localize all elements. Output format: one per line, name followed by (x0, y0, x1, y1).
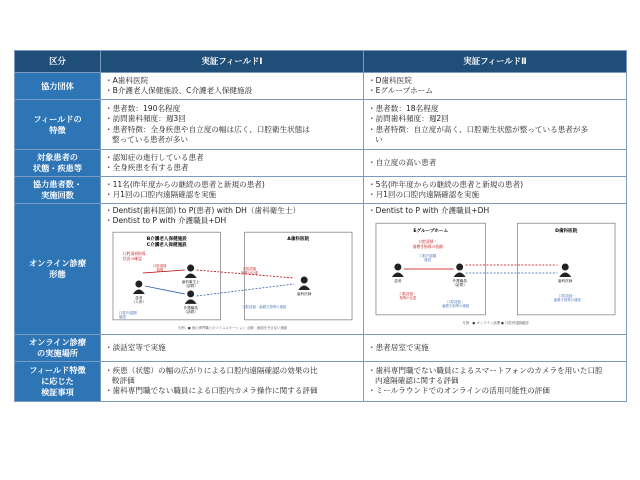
arrow-label: 指導の伝達 (240, 271, 258, 276)
list-item: ・訪問歯科頻度：週2回 (368, 114, 449, 124)
cell-field1-verification (101, 361, 364, 401)
diagram-caption: 凡例：● 他の専門職とのコミュニケーション 点線：画面を介さない連絡 (177, 325, 288, 330)
arrow-label: 口腔清掃・歯磨き指導の連絡 (242, 304, 287, 309)
list-item: ・月1回の口腔内遠隔確認を実施 (105, 190, 217, 199)
label-remote-1: 口腔内遠隔 (118, 310, 137, 315)
label-mid-1: 口腔内遠隔 (419, 254, 437, 259)
field1-diagram (105, 228, 359, 332)
label-dentist: 歯科医師 (558, 278, 573, 283)
label-top-2: 状況の確認 (122, 256, 142, 262)
row-header-verification: フィールド特徴 に応じた 検証事項 (15, 361, 101, 401)
cell-field1-format (101, 204, 364, 335)
table-row (15, 100, 627, 150)
list-item: ・歯科専門職でない職員による口腔内カメラ操作に関する評価 (105, 386, 318, 396)
header-category: 区分 (15, 51, 101, 73)
header-field-1: 実証フィールドⅠ (101, 51, 364, 73)
cell-field1-partners (101, 73, 364, 100)
list-item: ・患者居室で実施 (368, 342, 429, 352)
list-item: ・B介護老人保健施設、C介護老人保健施設 (105, 86, 253, 95)
table-row (15, 150, 627, 177)
cell-field1-counts (101, 177, 364, 204)
field2-diagram (368, 218, 622, 330)
list-item: ・全身疾患を有する患者 (105, 163, 189, 172)
list-item: ・患者数：18名程度 (368, 104, 439, 114)
table-row (15, 335, 627, 362)
label-care: 介護職員 (183, 305, 198, 310)
label-top-1: 口腔清掃指導 (122, 251, 146, 257)
list-item: ・Dentist(歯科医師) to P(患者) with DH（歯科衛生士） (105, 206, 301, 215)
arrow-label: 指導 (156, 268, 164, 273)
arrow-label: 指導の伝達 (399, 295, 417, 300)
list-item: ・患者特徴：自立度が高く、口腔衛生状態が整っている患者が多 (368, 124, 589, 134)
facility-title: Eグループホーム (413, 229, 449, 235)
cell-field2-conditions (364, 150, 627, 177)
cell-field2-location (364, 335, 627, 362)
header-field-2: 実証フィールドⅡ (364, 51, 627, 73)
label-dentist: 歯科医師 (297, 291, 312, 296)
arrow-label: 口腔清掃・ (558, 293, 576, 298)
label-hygienist: 歯科衛生士 (181, 280, 200, 285)
label-patient: 患者 (135, 295, 143, 300)
list-item: ・患者特徴：全身疾患や自立度の幅は広く、口腔衛生状態は (105, 124, 310, 134)
cell-field2-features (364, 100, 627, 150)
list-item: い (375, 134, 383, 144)
table-header-row (15, 51, 627, 73)
list-item: 整っている患者が多い (112, 134, 188, 144)
arrow-label: 口腔清掃 (153, 264, 167, 269)
label-remote-2: 確認 (118, 314, 127, 319)
list-item: ・Dentist to P with 介護職員+DH (105, 216, 227, 226)
list-item: 較評価 (112, 376, 135, 386)
row-header-location: オンライン診療 の実施場所 (15, 335, 101, 362)
list-item: ・D歯科医院 (368, 75, 412, 85)
table-row (15, 204, 627, 335)
list-item: ・認知症の進行している患者 (105, 152, 204, 162)
list-item: ・Dentist to P with 介護職員+DH (368, 206, 490, 215)
list-item: ・11名(昨年度からの継続の患者と新規の患者) (105, 179, 265, 189)
cell-field1-conditions (101, 150, 364, 177)
cell-field2-format (364, 204, 627, 335)
label-care-2: （訪問） (183, 309, 198, 314)
facility-title-2: C介護老人保健施設 (146, 243, 187, 249)
diagram-caption: 凡例：● オンライン診療 ● 口腔内遠隔確認 (462, 320, 529, 325)
cell-field2-verification (364, 361, 627, 401)
label-top-1: 口腔清掃・ (418, 239, 438, 245)
table-row (15, 177, 627, 204)
facility-title-1: B介護老人保健施設 (146, 237, 187, 243)
table-row (15, 73, 627, 100)
row-header-counts: 協力患者数・ 実施回数 (15, 177, 101, 204)
label-mid-2: 確認 (424, 258, 432, 263)
list-item: ・月1回の口腔内遠隔確認を実施 (368, 190, 480, 199)
table-row (15, 361, 627, 401)
comparison-table (14, 50, 627, 402)
list-item: ・疾患（状態）の幅の広がりによる口腔内遠隔確認の効果の比 (105, 366, 318, 376)
row-header-format: オンライン診療 形態 (15, 204, 101, 335)
cell-field2-counts (364, 177, 627, 204)
clinic-title: A歯科医院 (287, 237, 310, 243)
row-header-features: フィールドの 特徴 (15, 100, 101, 150)
list-item: ・歯科専門職でない職員によるスマートフォンのカメラを用いた口腔 (368, 366, 603, 376)
label-hygienist-2: （訪問） (183, 284, 198, 289)
arrow-label: 口腔清掃 (242, 267, 257, 272)
row-header-partners: 協力団体 (15, 73, 101, 100)
cell-field1-features (101, 100, 364, 150)
clinic-title: D歯科医院 (555, 229, 578, 235)
list-item: ・ミールラウンドでのオンラインの活用可能性の評価 (368, 386, 550, 396)
list-item: 内遠隔確認に関する評価 (375, 376, 459, 386)
arrow-label: 歯磨き指導の連絡 (442, 303, 470, 308)
cell-field2-partners (364, 73, 627, 100)
list-item: ・談話室等で実施 (105, 342, 166, 352)
label-care: 介護職員 (452, 278, 467, 283)
list-item: ・Eグループホーム (368, 86, 433, 95)
label-top-2: 歯磨き指導の依頼 (412, 244, 443, 250)
label-care-2: （訪問） (452, 282, 467, 287)
list-item: ・自立度の高い患者 (368, 157, 437, 167)
cell-field1-location (101, 335, 364, 362)
label-patient: 患者 (394, 278, 402, 283)
row-header-conditions: 対象患者の 状態・疾患等 (15, 150, 101, 177)
label-patient-2: （入所） (131, 299, 147, 304)
arrow-label: 口腔清掃・ (447, 299, 465, 304)
arrow-label: 歯磨き指導の連絡 (553, 297, 581, 302)
list-item: ・訪問歯科頻度：週3回 (105, 114, 186, 124)
list-item: ・患者数：190名程度 (105, 104, 181, 114)
list-item: ・A歯科医院 (105, 75, 149, 85)
list-item: ・5名(昨年度からの継続の患者と新規の患者) (368, 179, 524, 189)
arrow-label: 口腔清掃・ (399, 291, 417, 296)
